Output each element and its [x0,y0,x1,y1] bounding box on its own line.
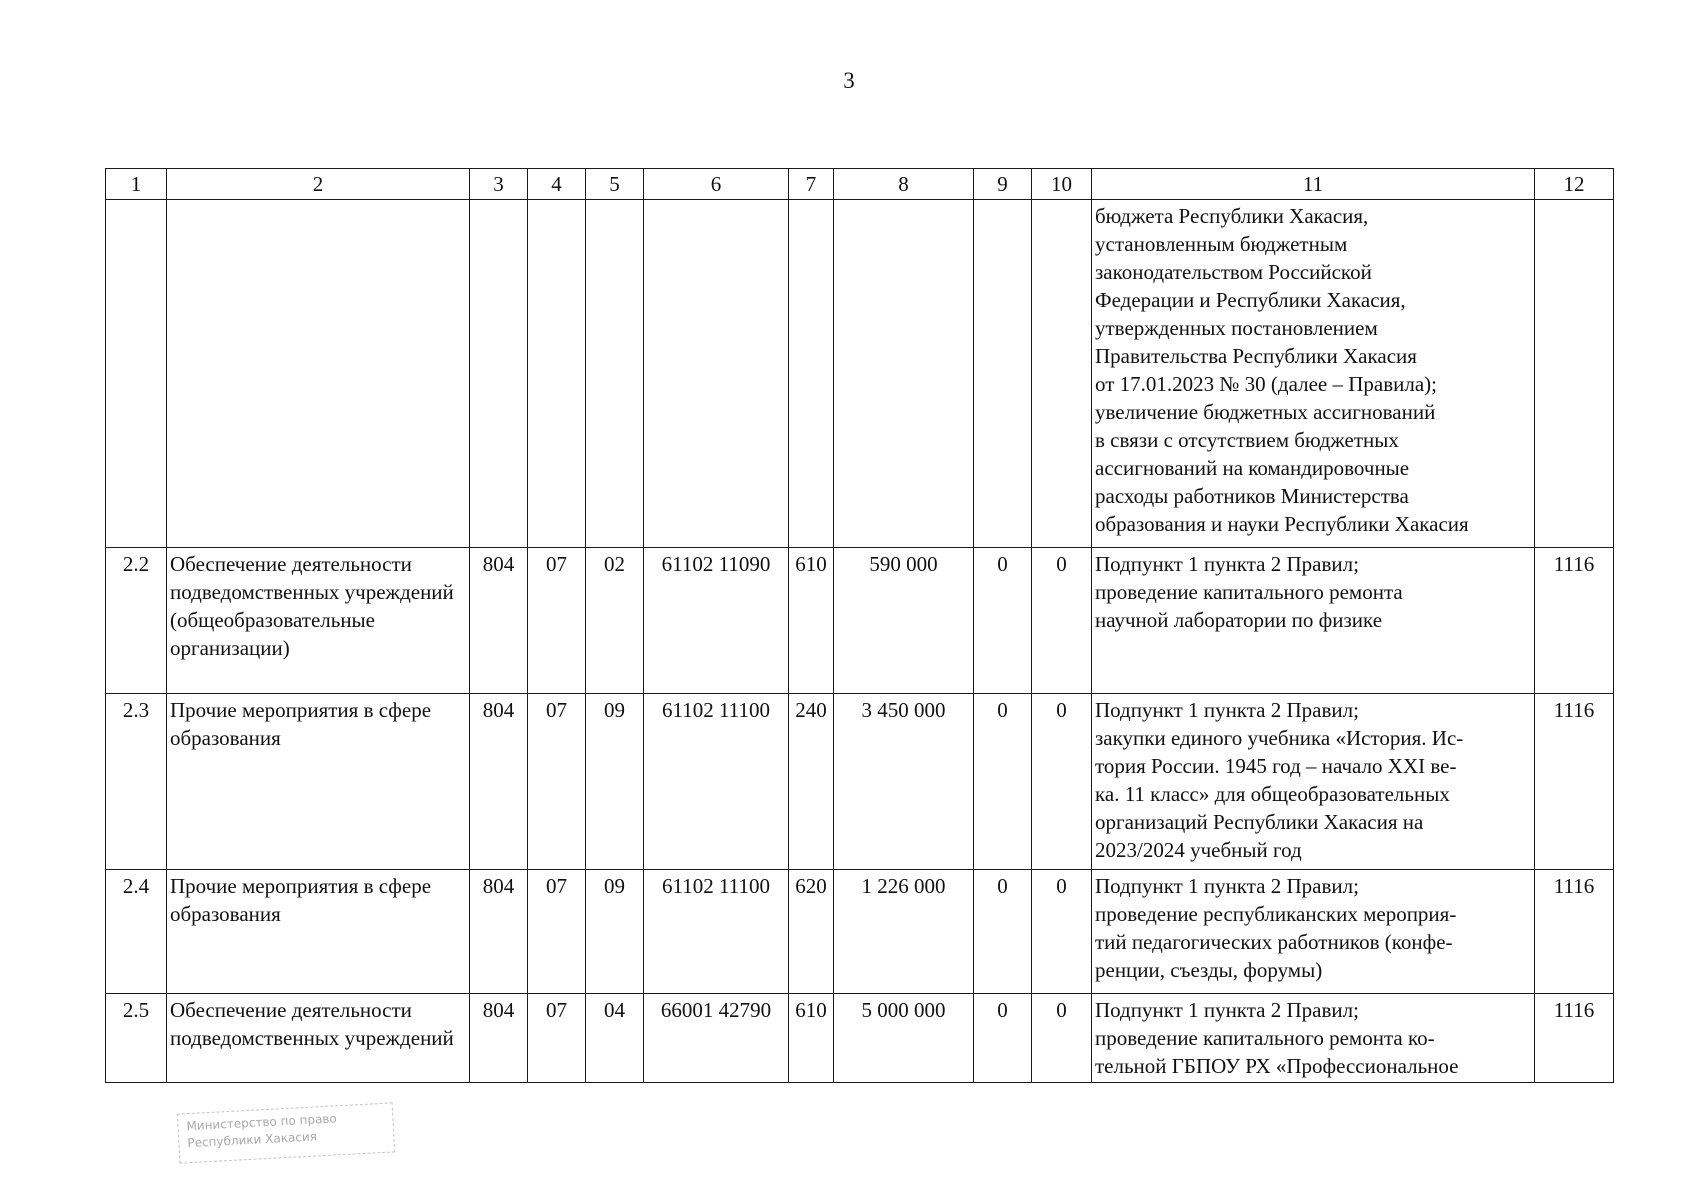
header-cell: 9 [974,169,1032,200]
stamp [177,1102,395,1163]
row-name: Прочие мероприятия в сфере образования [167,870,470,994]
cell-c4: 07 [528,548,586,694]
budget-table [105,168,1614,1083]
header-cell: 12 [1535,169,1614,200]
cell-c6: 61102 11100 [644,694,789,870]
cell-c6: 61102 11090 [644,548,789,694]
header-cell: 11 [1092,169,1535,200]
cell-c5: 09 [586,870,644,994]
table-row-continuation [106,200,1614,548]
cell-c4: 07 [528,694,586,870]
header-cell: 1 [106,169,167,200]
cell-c6: 66001 42790 [644,994,789,1083]
table-row [106,870,1614,994]
page-number: 3 [843,68,855,93]
cell-amount: 5 000 000 [834,994,974,1083]
cell-c10: 0 [1032,694,1092,870]
header-cell: 10 [1032,169,1092,200]
cell-c9: 0 [974,694,1032,870]
cell-c5: 09 [586,694,644,870]
cell-c10: 0 [1032,548,1092,694]
cell-c10: 0 [1032,994,1092,1083]
cell-justification: Подпункт 1 пункта 2 Правил; проведение республиканских мероприя- тий педагогических работников (конфе- ренции, съезды, форумы) [1092,870,1535,994]
table-row [106,694,1614,870]
cell-c5: 04 [586,994,644,1083]
table-header-row [106,169,1614,200]
cell-c5: 02 [586,548,644,694]
cell-justification: Подпункт 1 пункта 2 Правил; закупки единого учебника «История. Ис- тория России. 1945 год – начало XXI ве- ка. 11 класс» для общеобразовательных организаций Республики Хакасия на 2023/2024 учебный год [1092,694,1535,870]
table-row [106,994,1614,1083]
stamp-line: Республики Хакасия [187,1129,318,1151]
row-number: 2.4 [106,870,167,994]
row-name: Обеспечение деятельности подведомственных учреждений (общеобразовательные организации) [167,548,470,694]
row-number: 2.2 [106,548,167,694]
cell-c4: 07 [528,870,586,994]
cell-c3: 804 [470,870,528,994]
cell-code: 1116 [1535,694,1614,870]
continuation-text: бюджета Республики Хакасия, установленным бюджетным законодательством Российской Федерации и Республики Хакасия, утвержденных постановлением Правительства Республики Хакасия от 17.01.2023 № 30 (далее – Правила); увеличение бюджетных ассигнований в связи с отсутствием бюджетных ассигнований на командировочные расходы работников Министерства образования и науки Республики Хакасия [1092,200,1535,548]
cell-c10: 0 [1032,870,1092,994]
cell-amount: 1 226 000 [834,870,974,994]
row-number: 2.3 [106,694,167,870]
cell-c6: 61102 11100 [644,870,789,994]
cell-code: 1116 [1535,870,1614,994]
cell-code: 1116 [1535,548,1614,694]
row-name: Прочие мероприятия в сфере образования [167,694,470,870]
cell-c9: 0 [974,870,1032,994]
header-cell: 5 [586,169,644,200]
row-name: Обеспечение деятельности подведомственных учреждений [167,994,470,1083]
header-cell: 7 [789,169,834,200]
header-cell: 3 [470,169,528,200]
stamp-line: Министерство по право [186,1111,338,1134]
cell-code: 1116 [1535,994,1614,1083]
cell-amount: 3 450 000 [834,694,974,870]
cell-c3: 804 [470,548,528,694]
header-cell: 4 [528,169,586,200]
cell-c3: 804 [470,694,528,870]
cell-amount: 590 000 [834,548,974,694]
cell-c7: 610 [789,994,834,1083]
header-cell: 6 [644,169,789,200]
cell-justification: Подпункт 1 пункта 2 Правил; проведение капитального ремонта ко- тельной ГБПОУ РХ «Профессиональное [1092,994,1535,1083]
row-number: 2.5 [106,994,167,1083]
cell-c7: 610 [789,548,834,694]
cell-c3: 804 [470,994,528,1083]
cell-c9: 0 [974,548,1032,694]
cell-justification: Подпункт 1 пункта 2 Правил; проведение капитального ремонта научной лаборатории по физике [1092,548,1535,694]
cell-c4: 07 [528,994,586,1083]
header-cell: 2 [167,169,470,200]
header-cell: 8 [834,169,974,200]
cell-c7: 620 [789,870,834,994]
cell-c9: 0 [974,994,1032,1083]
table-row [106,548,1614,694]
cell-c7: 240 [789,694,834,870]
